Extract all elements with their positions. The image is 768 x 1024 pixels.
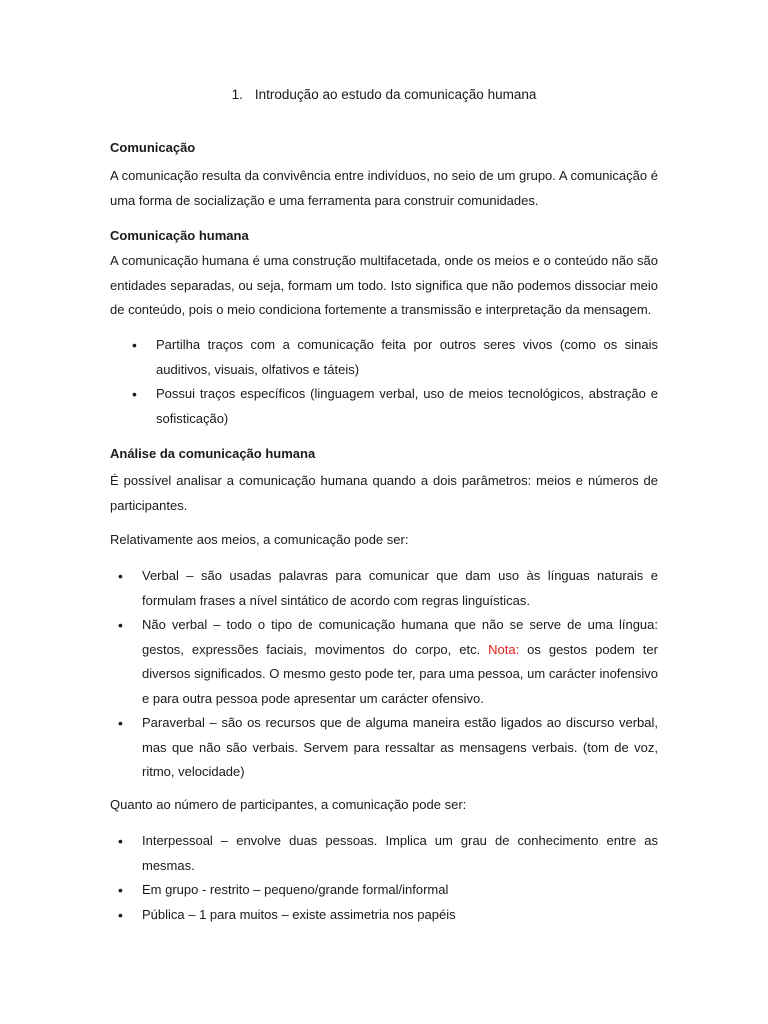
list-item bbox=[118, 564, 658, 613]
list-item-text: Partilha traços com a comunicação feita por outros seres vivos (como os sinais auditivos, visuais, olfativos e táteis) bbox=[156, 337, 658, 377]
section-paragraph: É possível analisar a comunicação humana quando a dois parâmetros: meios e números de participantes. bbox=[110, 473, 658, 513]
section-heading: Análise da comunicação humana bbox=[110, 446, 316, 461]
title-text: Introdução ao estudo da comunicação humana bbox=[254, 87, 537, 102]
section-paragraph: A comunicação resulta da convivência entre indivíduos, no seio de um grupo. A comunicação é uma forma de socialização e uma ferramenta para construir comunidades. bbox=[110, 168, 658, 208]
bullet-icon: • bbox=[118, 882, 123, 898]
list-item-text: Em grupo - restrito – pequeno/grande formal/informal bbox=[142, 882, 449, 897]
list-item-text: Não verbal – todo o tipo de comunicação humana que não se serve de uma língua: gestos, expressões faciais, movimentos do corpo, etc. bbox=[142, 617, 658, 657]
list-item bbox=[132, 333, 658, 382]
bullet-icon: • bbox=[132, 337, 137, 353]
list-item bbox=[118, 903, 658, 928]
section-comunicacao-humana bbox=[110, 224, 658, 248]
list-item bbox=[118, 613, 658, 711]
bullet-icon: • bbox=[118, 715, 123, 731]
bullet-icon: • bbox=[132, 386, 137, 402]
list-item bbox=[118, 878, 658, 903]
meios-list bbox=[118, 564, 658, 785]
section-comunicacao bbox=[110, 136, 658, 160]
list-item bbox=[118, 829, 658, 878]
bullet-icon: • bbox=[118, 906, 123, 923]
title-number: 1. bbox=[231, 87, 243, 102]
list-item-text: Verbal – são usadas palavras para comunicar que dam uso às línguas naturais e formulam frases a nível sintático de acordo com regras linguísticas. bbox=[142, 568, 658, 608]
bullet-icon: • bbox=[118, 568, 123, 584]
section-paragraph: Quanto ao número de participantes, a comunicação pode ser: bbox=[110, 797, 467, 812]
participantes-list bbox=[118, 829, 658, 927]
list-item bbox=[132, 382, 658, 431]
list-item-text: Possui traços específicos (linguagem verbal, uso de meios tecnológicos, abstração e sofisticação) bbox=[156, 386, 658, 426]
section-heading: Comunicação bbox=[110, 140, 196, 155]
section-paragraph: Relativamente aos meios, a comunicação pode ser: bbox=[110, 532, 409, 547]
section-analise bbox=[110, 442, 658, 466]
list-item-text: Interpessoal – envolve duas pessoas. Implica um grau de conhecimento entre as mesmas. bbox=[142, 833, 658, 873]
list-item-text: os gestos podem ter diversos significados. O mesmo gesto pode ter, para uma pessoa, um carácter inofensivo e para outra pessoa pode apresentar um carácter ofensivo. bbox=[142, 641, 658, 706]
list-item bbox=[118, 711, 658, 785]
bullet-list bbox=[132, 333, 658, 431]
bullet-icon: • bbox=[118, 833, 123, 849]
page-title bbox=[0, 87, 768, 102]
section-paragraph: A comunicação humana é uma construção multifacetada, onde os meios e o conteúdo não são entidades separadas, ou seja, formam um todo. Isto significa que não podemos dissociar meio de conteúdo, pois o meio condiciona fortemente a transmissão e interpretação da mensagem. bbox=[110, 253, 658, 317]
note-label: Nota: bbox=[488, 641, 520, 657]
list-item-text: Pública – 1 para muitos – existe assimetria nos papéis bbox=[142, 906, 456, 922]
bullet-icon: • bbox=[118, 617, 123, 633]
list-item-text: Paraverbal – são os recursos que de alguma maneira estão ligados ao discurso verbal, mas que não são verbais. Servem para ressaltar as mensagens verbais. (tom de voz, ritmo, velocidade) bbox=[142, 715, 658, 779]
section-heading: Comunicação humana bbox=[110, 228, 249, 243]
